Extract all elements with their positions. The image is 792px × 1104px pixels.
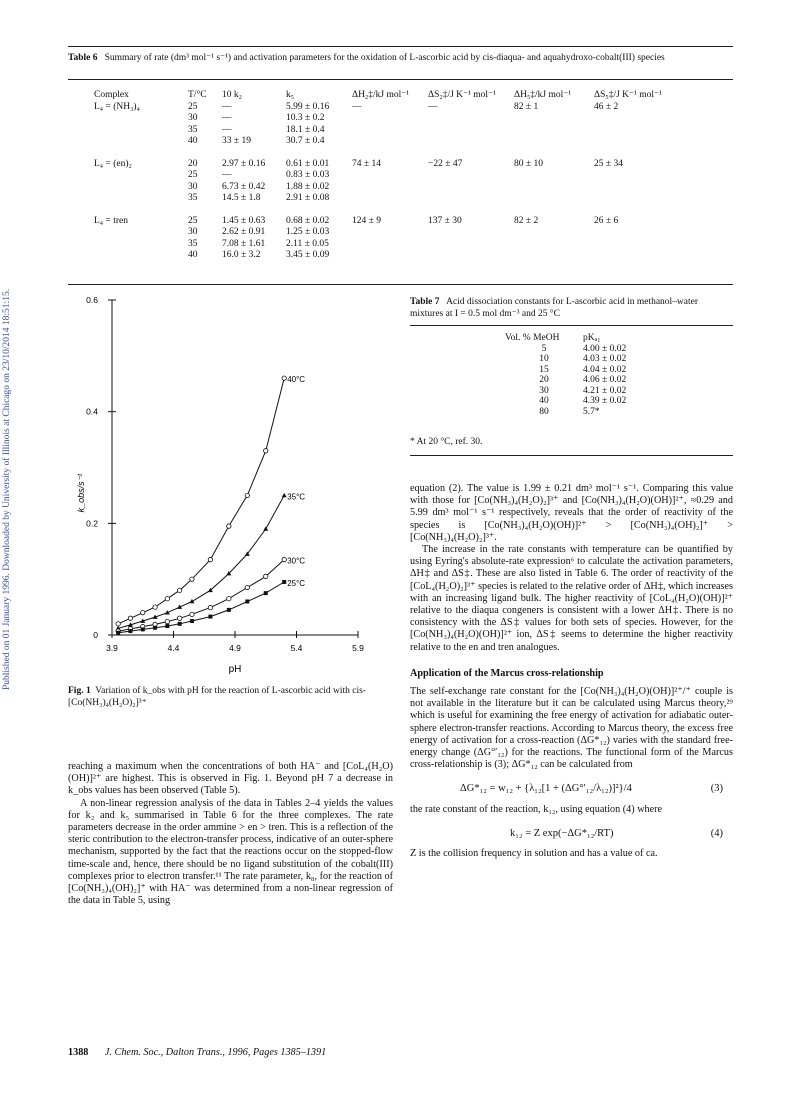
table6-cell xyxy=(514,136,594,148)
table-row xyxy=(505,407,673,418)
table6-cell xyxy=(352,113,428,125)
table6-cell: L₄ = (NH₃)₄ xyxy=(94,101,140,112)
data-point xyxy=(165,619,169,623)
table6-cell: — xyxy=(222,101,232,112)
page-footer xyxy=(68,1047,326,1058)
data-point xyxy=(282,376,286,380)
table6-cell: — xyxy=(428,101,438,112)
table7-cell: 20 xyxy=(539,375,549,385)
table7-note: * At 20 °C, ref. 30. xyxy=(410,437,483,447)
series-label: 25°C xyxy=(287,578,306,588)
table-row xyxy=(94,193,674,205)
table-row xyxy=(505,344,673,355)
table7-cell: 4.06 ± 0.02 xyxy=(583,375,627,385)
data-point xyxy=(178,622,182,626)
data-point xyxy=(190,577,194,581)
table6-cell xyxy=(352,170,428,182)
table6-cell xyxy=(428,239,514,251)
table6-cell: 7.08 ± 1.61 xyxy=(222,238,266,249)
table6-cell: 30.7 ± 0.4 xyxy=(286,136,325,146)
table7-cell: 4.04 ± 0.02 xyxy=(583,364,627,375)
table6-cell xyxy=(94,250,188,262)
right-paragraph-3: The self-exchange rate constant for the [Co(NH₃)₄(H₂O)(OH)]²⁺/⁺ couple is not available in the literature but it can be calculated using Marcus theory,²⁹ which is useful for examining the free energy of activation for adiabatic outer-sphere electron-transfer reactions. According to Marcus theory, the excess free energy of activation for a cross-reaction (ΔG*₁₂) varies with the standard free-energy change (ΔG°′₁₂) for the reactions. The functional form of the Marcus cross-relationship is (3); ΔG*₁₂ can be calculated from xyxy=(410,686,733,771)
table7-rule-bottom xyxy=(410,455,733,456)
data-point xyxy=(227,524,231,528)
table-row xyxy=(505,354,673,365)
table-row xyxy=(94,136,674,148)
table6-header-cell: ΔH₅‡/kJ mol⁻¹ xyxy=(514,90,572,100)
table6-cell xyxy=(514,193,594,205)
table6-cell: L₄ = (en)₂ xyxy=(94,158,132,169)
table6-cell: 137 ± 30 xyxy=(428,215,462,226)
table6-cell xyxy=(94,227,188,239)
table6-cell xyxy=(428,125,514,137)
data-point xyxy=(116,631,120,635)
table6-cell: 80 ± 10 xyxy=(514,158,543,169)
table6-cell: 35 xyxy=(188,193,198,203)
data-point xyxy=(128,616,132,620)
table6-cell: 6.73 ± 0.42 xyxy=(222,181,266,192)
series-label: 35°C xyxy=(287,492,306,502)
table7-cell: 80 xyxy=(539,406,549,417)
data-point xyxy=(282,557,286,561)
table-row xyxy=(505,365,673,376)
table6-cell: 40 xyxy=(188,136,198,146)
table6-cell: 30 xyxy=(188,181,198,192)
table6-cell: 0.68 ± 0.02 xyxy=(286,215,330,226)
table6-cell: 82 ± 1 xyxy=(514,101,539,112)
table6-cell: 35 xyxy=(188,124,198,135)
table6-cell: 14.5 ± 1.8 xyxy=(222,193,261,203)
table-row xyxy=(94,170,674,182)
table6-cell xyxy=(514,227,594,239)
series-label: 40°C xyxy=(287,375,306,385)
y-tick-label: 0.2 xyxy=(86,518,98,529)
table6-cell: 2.11 ± 0.05 xyxy=(286,238,329,249)
table6-cell: 25 xyxy=(188,215,198,226)
data-point xyxy=(190,612,194,616)
table7-cell: 15 xyxy=(539,364,549,375)
right-column-text xyxy=(410,483,733,860)
table7-cell: Vol. % MeOH xyxy=(505,333,560,343)
table6-cell xyxy=(514,182,594,194)
series-line xyxy=(118,495,284,628)
table6-cell: −22 ± 47 xyxy=(428,158,463,169)
table6-caption: Table 6 Summary of rate (dm³ mol⁻¹ s⁻¹) and activation parameters for the oxidation of L-ascorbic acid by cis-diaqua- and aquahydroxo-cobalt(III) species xyxy=(68,53,665,63)
table6-cell xyxy=(514,250,594,262)
table6-header-cell: k₅ xyxy=(286,90,295,100)
table6-cell: 40 xyxy=(188,250,198,260)
data-point xyxy=(263,526,268,530)
table6-cell: L₄ = tren xyxy=(94,215,128,226)
table6-header-cell: ΔS₅‡/J K⁻¹ mol⁻¹ xyxy=(594,90,662,100)
data-point xyxy=(128,629,132,633)
table7-cell: 4.39 ± 0.02 xyxy=(583,396,627,406)
table6-cell xyxy=(352,250,428,262)
table6-cell xyxy=(352,136,428,148)
x-tick-label: 4.9 xyxy=(229,643,241,653)
table6-cell: 20 xyxy=(188,158,198,169)
figure1-chart xyxy=(70,288,390,678)
table6-cell: 74 ± 14 xyxy=(352,158,381,169)
data-point xyxy=(189,599,194,603)
table7 xyxy=(505,333,673,417)
table6-cell xyxy=(352,227,428,239)
table6-rule-top xyxy=(68,79,733,80)
table6-cell: 25 ± 34 xyxy=(594,158,623,169)
x-tick-label: 5.4 xyxy=(290,643,303,653)
table6-cell: 25 xyxy=(188,101,198,112)
equation-4 xyxy=(510,828,723,840)
table6-cell: 2.97 ± 0.16 xyxy=(222,158,266,169)
y-axis-label: k_obs/s⁻¹ xyxy=(76,473,86,513)
table6-cell xyxy=(594,113,674,125)
section-heading: Application of the Marcus cross-relationship xyxy=(410,667,604,679)
table6-cell: 16.0 ± 3.2 xyxy=(222,250,261,260)
table6-cell xyxy=(428,113,514,125)
table6-cell xyxy=(94,136,188,148)
table6-cell xyxy=(594,182,674,194)
table6-header-cell: T/°C xyxy=(188,90,207,100)
data-point xyxy=(245,585,249,589)
table6-cell xyxy=(428,227,514,239)
table6-cell xyxy=(94,182,188,194)
table-row xyxy=(94,125,674,137)
right-paragraph-1: equation (2). The value is 1.99 ± 0.21 dm³ mol⁻¹ s⁻¹. Comparing this value with those for [Co(NH₃)₄(H₂O)₂]³⁺ and [Co(NH₃)₄(H₂O)(OH)]²⁺, ≈0.29 and 5.99 dm³ mol⁻¹ s⁻¹ respectively, reveals that the order of reactivity of the species is [Co(NH₃)₄(H₂O)(OH)]²⁺ > [Co(NH₃)₄(OH)₂]⁺ > [Co(NH₃)₄(H₂O)₂]³⁺. xyxy=(410,483,733,543)
table7-cell: 5 xyxy=(541,343,547,354)
left-column-text xyxy=(68,761,393,907)
table6-cell xyxy=(514,113,594,125)
y-tick-label: 0.6 xyxy=(86,295,98,305)
data-point xyxy=(245,493,249,497)
y-tick-label: 0 xyxy=(93,630,98,640)
x-axis-label: pH xyxy=(228,664,242,675)
table7-cell: pKₐ₁ xyxy=(583,333,601,343)
table6-cell xyxy=(594,227,674,239)
data-point xyxy=(264,574,268,578)
table7-rule-top xyxy=(410,325,733,326)
table-row xyxy=(94,216,674,228)
table6-cell xyxy=(594,239,674,251)
table6-cell xyxy=(514,170,594,182)
table7-cell: 10 xyxy=(539,354,549,364)
table6-header-row xyxy=(94,90,674,102)
equation-3-number: (3) xyxy=(710,783,723,795)
table6-cell: 18.1 ± 0.4 xyxy=(286,124,325,135)
table6-cell xyxy=(94,239,188,251)
table-row xyxy=(94,113,674,125)
data-point xyxy=(177,588,181,592)
table6-cell xyxy=(594,170,674,182)
table-row xyxy=(505,375,673,386)
table6-cell: 30 xyxy=(188,227,198,237)
data-point xyxy=(208,605,212,609)
table6-cell xyxy=(428,136,514,148)
table7-cell: 40 xyxy=(539,396,549,406)
data-point xyxy=(190,619,194,623)
right-paragraph-2: The increase in the rate constants with temperature can be quantified by using Eyring's absolute-rate expression⁶ to calculate the activation parameters, ΔH‡ and ΔS‡. These are also listed in Table 6. The order of reactivity of the [CoL₄(H₂O)₂]³⁺ species is related to the relative order of ΔH‡, which increases with an increasing ligand bulk. The higher reactivity of [CoL₄(H₂O)(OH)]²⁺ relative to the diaqua congeners is consistent with a lower ΔH‡. There is no consistency with the ΔS‡ values for both sets of species. However, for the [Co(NH₃)₄(H₂O)(OH)]²⁺ ion, ΔS‡ seems to determine the higher reactivity relative to the en and tren analogues. xyxy=(410,544,733,653)
left-paragraph-1: reaching a maximum when the concentrations of both HA⁻ and [CoL₄(H₂O)(OH)]²⁺ are highest. This is observed in Fig. 1. Beyond pH 7 a decrease in k_obs values has been observed (Table 5). xyxy=(68,761,393,797)
table-row xyxy=(94,227,674,239)
x-tick-label: 4.4 xyxy=(167,643,180,653)
data-point xyxy=(282,580,286,584)
data-point xyxy=(227,608,231,612)
table6-cell xyxy=(428,193,514,205)
table6-cell: 30 xyxy=(188,113,198,123)
table6-cell: 5.99 ± 0.16 xyxy=(286,101,330,112)
table6-cell: 0.61 ± 0.01 xyxy=(286,158,330,169)
table6-cell: — xyxy=(222,170,232,180)
table6-cell: 1.25 ± 0.03 xyxy=(286,227,330,237)
table6-cell: 0.83 ± 0.03 xyxy=(286,170,330,180)
table6-cell: 2.91 ± 0.08 xyxy=(286,193,330,203)
table6-cell: 1.88 ± 0.02 xyxy=(286,181,330,192)
data-point xyxy=(153,626,157,630)
data-point xyxy=(282,493,287,497)
table6-cell xyxy=(352,182,428,194)
table7-caption: Table 7 Acid dissociation constants for L-ascorbic acid in methanol–water mixtures at I = 0.5 mol dm⁻³ and 25 °C xyxy=(410,297,699,319)
table7-cell: 30 xyxy=(539,385,549,396)
table6-header-cell: ΔS₂‡/J K⁻¹ mol⁻¹ xyxy=(428,90,496,100)
top-rule xyxy=(68,46,733,47)
table6-cell xyxy=(594,125,674,137)
series-label: 30°C xyxy=(287,556,306,566)
table6-rule-bottom xyxy=(68,284,733,285)
download-watermark: Published on 01 January 1996. Downloaded by University of Illinois at Chicago on 23/10/2014 18:51:15. xyxy=(2,288,12,690)
table6-cell xyxy=(94,170,188,182)
data-point xyxy=(227,597,231,601)
table6-cell: 26 ± 6 xyxy=(594,215,619,226)
table6-header-cell: Complex xyxy=(94,90,129,100)
x-tick-label: 5.9 xyxy=(352,643,364,653)
data-point xyxy=(208,557,212,561)
table-row xyxy=(94,182,674,194)
table6-cell xyxy=(428,170,514,182)
table6-cell xyxy=(594,193,674,205)
data-point xyxy=(264,449,268,453)
table6-cell: 10.3 ± 0.2 xyxy=(286,113,325,123)
data-point xyxy=(141,610,145,614)
table6-cell xyxy=(594,136,674,148)
table6 xyxy=(94,90,674,262)
table7-cell: 4.03 ± 0.02 xyxy=(583,354,627,364)
table7-cell: 4.00 ± 0.02 xyxy=(583,343,627,354)
equation-3-body: ΔG*₁₂ = w₁₂ + {λ₁₂[1 + (ΔG°′₁₂/λ₁₂)]²}/4 xyxy=(460,783,632,795)
table-row xyxy=(505,386,673,397)
table-row xyxy=(94,159,674,171)
table6-cell: 3.45 ± 0.09 xyxy=(286,250,330,260)
table7-header-row xyxy=(505,333,673,344)
data-point xyxy=(264,591,268,595)
page-number: 1388 xyxy=(68,1047,89,1058)
table6-cell: — xyxy=(222,113,232,123)
table6-cell: 2.62 ± 0.91 xyxy=(222,227,266,237)
table-row xyxy=(94,102,674,114)
table6-cell: — xyxy=(222,124,232,135)
table6-header-cell: ΔH₂‡/kJ mol⁻¹ xyxy=(352,90,410,100)
table6-cell: 1.45 ± 0.63 xyxy=(222,215,266,226)
table6-cell xyxy=(428,182,514,194)
data-point xyxy=(245,600,249,604)
table6-cell xyxy=(352,125,428,137)
table6-cell xyxy=(514,239,594,251)
table7-cell: 5.7* xyxy=(583,406,600,417)
table-row xyxy=(94,250,674,262)
data-point xyxy=(165,624,169,628)
table6-cell xyxy=(428,250,514,262)
right-paragraph-4: the rate constant of the reaction, k₁₂, using equation (4) where xyxy=(410,803,663,815)
equation-4-number: (4) xyxy=(710,827,723,839)
table6-cell xyxy=(594,250,674,262)
table6-cell xyxy=(352,193,428,205)
y-tick-label: 0.4 xyxy=(86,406,98,417)
data-point xyxy=(116,622,120,626)
right-paragraph-5: Z is the collision frequency in solution and has a value of ca. xyxy=(410,848,658,860)
equation-4-body: k₁₂ = Z exp(−ΔG*₁₂/RT) xyxy=(510,827,614,839)
table6-cell xyxy=(514,125,594,137)
x-tick-label: 3.9 xyxy=(106,643,118,653)
table6-cell: 33 ± 19 xyxy=(222,136,251,146)
data-point xyxy=(165,597,169,601)
table6-cell xyxy=(352,239,428,251)
table6-cell: 82 ± 2 xyxy=(514,215,539,226)
data-point xyxy=(208,615,212,619)
table6-cell: 124 ± 9 xyxy=(352,215,381,226)
table6-cell: 35 xyxy=(188,238,198,249)
series-line xyxy=(118,378,284,624)
table6-cell: 25 xyxy=(188,170,198,180)
table6-cell xyxy=(94,113,188,125)
table6-header-cell: 10 k₂ xyxy=(222,90,242,100)
left-paragraph-2: A non-linear regression analysis of the data in Tables 2–4 yields the values for k₂ and k₅ summarised in Table 6 for the three complexes. The rate parameters decrease in the order ammine > en > tren. This is a reflection of the steric contribution to the electron-transfer process, indicative of an outer-sphere mechanism, supported by the fact that the reactions occur on the stopped-flow time-scale and, hence, there should be no ligand substitution of the cobalt(III) complexes prior to electron transfer.¹¹ The rate parameter, k₈, for the reaction of [Co(NH₃)₄(OH)₂]⁺ with HA⁻ was determined from a non-linear regression of the data in Table 5, using xyxy=(68,797,393,907)
data-point xyxy=(141,627,145,631)
table6-cell: 46 ± 2 xyxy=(594,101,619,112)
table-row xyxy=(94,239,674,251)
equation-3 xyxy=(460,783,723,795)
figure1-caption: Fig. 1 Variation of k_obs with pH for the reaction of L-ascorbic acid with cis-[Co(NH₃)₄(H₂O)₂]³⁺ xyxy=(68,686,366,708)
data-point xyxy=(177,616,181,620)
journal-citation: J. Chem. Soc., Dalton Trans., 1996, Pages 1385–1391 xyxy=(104,1047,327,1058)
table6-cell xyxy=(94,193,188,205)
table6-cell: — xyxy=(352,101,362,112)
data-point xyxy=(153,605,157,609)
table-row xyxy=(505,396,673,407)
table7-cell: 4.21 ± 0.02 xyxy=(583,385,627,396)
table6-cell xyxy=(94,125,188,137)
